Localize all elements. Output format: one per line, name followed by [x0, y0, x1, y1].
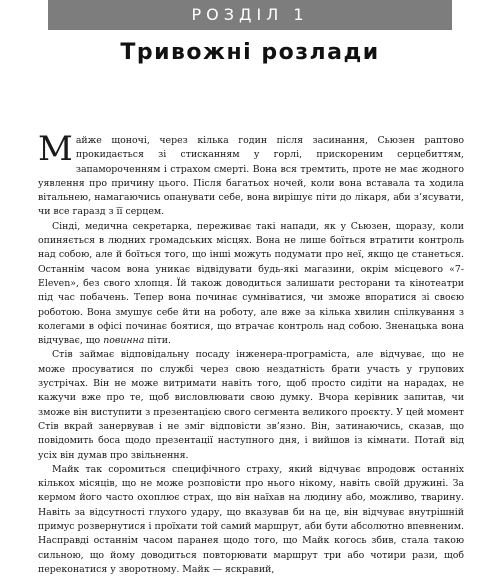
paragraph-2-end: піти. [147, 335, 171, 347]
paragraph-4: Майк так соромиться специфічного страху, який відчуває впродовж останніх кількох місяців, що не може розповісти про нього нікому, навіть своїй дружині. За кермом його часто охоплює страх, що він наїхав на людину або, можливо, тварину. Навіть за відсутності глухого удару, що вказував би на це, він відчуває внутрішній примус розвернутися і проїхати той самий маршрут, аби бути абсолютно впевненим. Насправді останнім часом паранея щодо того, що Майк когось збив, стала такою сильною, що йому доводиться повторювати маршрут три або чотири рази, щоб переконатися у зворотному. Майк — яскравий, [38, 463, 464, 575]
chapter-title: Тривожні розлади [120, 40, 380, 65]
paragraph-1-text: айже щоночі, через кілька годин після засинання, Сьюзен раптово прокидається зі стисканням у горлі, прискореним серцебиттям, запамороченням і страхом смерті. Вона вся тремтить, проте не має жодного уявлення про причину цього. Після багатьох ночей, коли вона вставала та ходила вітальнею, намагаючись опанувати себе, вона вирішує піти до лікаря, аби з’ясувати, чи все гаразд з її серцем. [38, 135, 464, 218]
body-text [38, 129, 464, 577]
paragraph-2-emphasis: повинна [103, 335, 145, 347]
drop-cap: М [38, 129, 73, 169]
chapter-label: РОЗДІЛ 1 [191, 5, 309, 24]
paragraph-3: Стів займає відповідальну посаду інженера-програміста, але відчуває, що не може просуватися по службі через свою нездатність брати участь у групових зустрічах. Він не може витримати навіть того, щоб просто сидіти на нарадах, не кажучи вже про те, щоб висловлювати свою думку. Вчора керівник запитав, чи зможе він виступити з презентацією свого сегмента великого проєкту. У цей момент Стів вкрай занервував і не зміг відповісти зв’язно. Він, затинаючись, сказав, що повідомить боса щодо презентації наступного дня, і вийшов із кімнати. Потай від усіх він думав про звільнення. [38, 349, 464, 461]
paragraph-1 [38, 129, 464, 220]
paragraph-2-text: Сінді, медична секретарка, переживає такі напади, як у Сьюзен, щоразу, коли опиняється в людних громадських місцях. Вона не лише боїться втратити контроль над собою, але й боїться того, що інші можуть подумати про неї, якщо це станеться. Останнім часом вона уникає відвідувати будь-які магазини, окрім місцевого «7-Eleven», без свого хлопця. Їй також доводиться залишати ресторани та кінотеатри під час побачень. Тепер вона починає сумніватися, чи зможе впоратися зі своєю роботою. Вона змушує себе йти на роботу, але вже за кілька хвилин спілкування з колегами в офісі починає боятися, що втрачає контроль над собою. Зненацька вона відчуває, що [38, 220, 464, 347]
chapter-label-bar [48, 0, 452, 30]
paragraph-2 [38, 220, 464, 349]
